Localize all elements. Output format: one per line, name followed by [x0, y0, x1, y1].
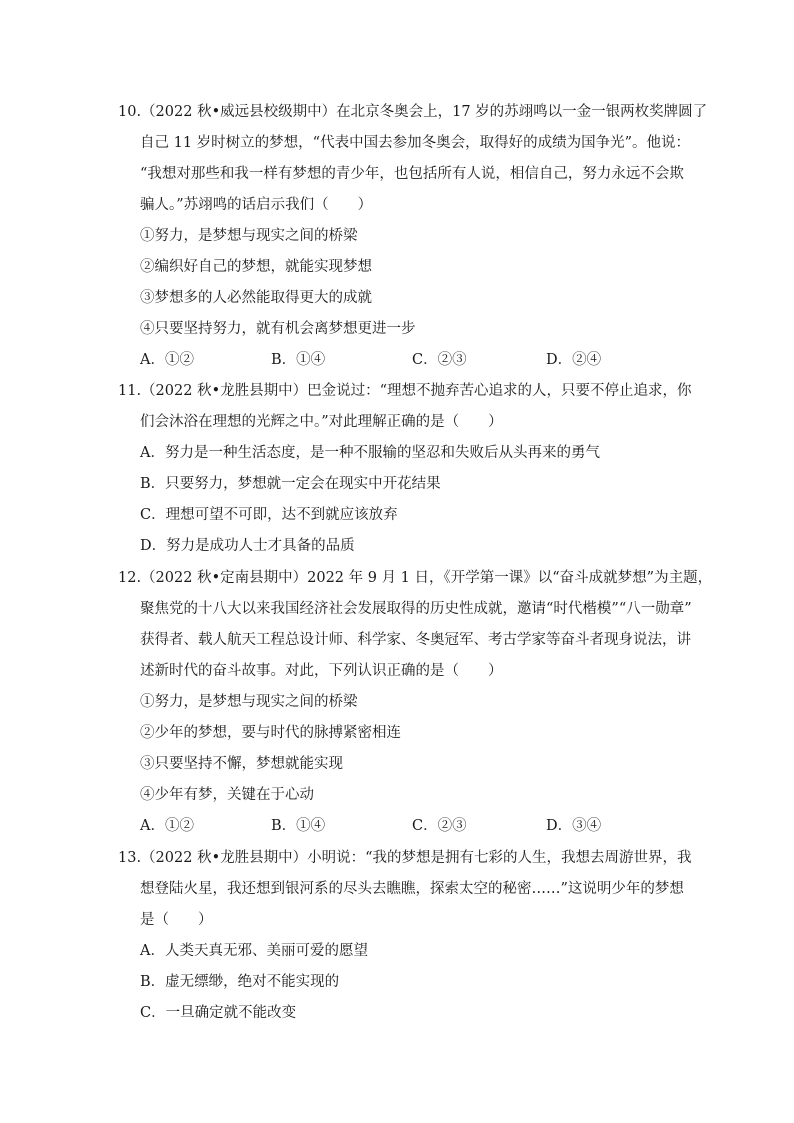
question-13 [118, 843, 692, 1029]
question-12 [118, 563, 713, 842]
options-row [118, 345, 678, 376]
option-b[interactable]: B．只要努力，梦想就一定会在现实中开花结果 [140, 476, 441, 492]
question-stem-line: 述新时代的奋斗故事。对此，下列认识正确的是（ ） [140, 663, 503, 679]
statement-1: ①努力，是梦想与现实之间的桥梁 [140, 694, 358, 710]
question-11 [118, 376, 692, 562]
question-stem-line: 11.（2022 秋•龙胜县期中）巴金说过：“理想不抛弃苦心追求的人，只要不停止追求，你 [118, 383, 692, 399]
option-a[interactable]: A．努力是一种生活态度，是一种不服输的坚忍和失败后从头再来的勇气 [140, 445, 600, 461]
question-stem-line: 聚焦党的十八大以来我国经济社会发展取得的历史性成就，邀请“时代楷模”“八一勋章” [140, 601, 692, 617]
question-stem-line: 12.（2022 秋•定南县期中）2022 年 9 月 1 日，《开学第一课》以“奋斗成就梦想”为主题， [118, 570, 713, 586]
option-d[interactable]: D．②④ [546, 352, 602, 368]
question-stem-line: “我想对那些和我一样有梦想的青少年，也包括所有人说，相信自己，努力永远不会欺 [140, 166, 684, 182]
option-b[interactable]: B．①④ [271, 818, 326, 834]
question-stem-line: 想登陆火星，我还想到银河系的尽头去瞧瞧，探索太空的秘密……”这说明少年的梦想 [140, 881, 684, 897]
statement-4: ④只要坚持努力，就有机会离梦想更进一步 [140, 321, 416, 337]
question-stem-line: 自己 11 岁时树立的梦想，“代表中国去参加冬奥会，取得好的成绩为国争光”。他说： [140, 135, 690, 151]
question-10 [118, 97, 708, 376]
statement-2: ②少年的梦想，要与时代的脉搏紧密相连 [140, 725, 401, 741]
question-stem-line: 13.（2022 秋•龙胜县期中）小明说：“我的梦想是拥有七彩的人生，我想去周游世界，我 [118, 850, 692, 866]
option-a[interactable]: A．①② [140, 818, 194, 834]
options-row [118, 811, 678, 842]
question-stem-line: 们会沐浴在理想的光辉之中。”对此理解正确的是（ ） [140, 414, 503, 430]
statement-3: ③只要坚持不懈，梦想就能实现 [140, 756, 343, 772]
statement-1: ①努力，是梦想与现实之间的桥梁 [140, 228, 358, 244]
option-d[interactable]: D．努力是成功人士才具备的品质 [140, 538, 355, 554]
option-a[interactable]: A．人类天真无邪、美丽可爱的愿望 [140, 943, 368, 959]
question-stem-line: 获得者、载人航天工程总设计师、科学家、冬奥冠军、考古学家等奋斗者现身说法，讲 [140, 632, 691, 648]
option-c[interactable]: C．理想可望不可即，达不到就应该放弃 [140, 507, 398, 523]
question-stem-line: 骗人。”苏翊鸣的话启示我们（ ） [140, 197, 373, 213]
option-c[interactable]: C．②③ [412, 352, 467, 368]
option-b[interactable]: B．①④ [271, 352, 326, 368]
option-c[interactable]: C．一旦确定就不能改变 [140, 1005, 297, 1021]
question-stem-line: 10.（2022 秋•威远县校级期中）在北京冬奥会上，17 岁的苏翊鸣以一金一银两枚奖牌圆了 [118, 104, 708, 120]
statement-4: ④少年有梦，关键在于心动 [140, 787, 314, 803]
option-a[interactable]: A．①② [140, 352, 194, 368]
option-c[interactable]: C．②③ [412, 818, 467, 834]
question-stem-line: 是（ ） [140, 912, 213, 928]
statement-3: ③梦想多的人必然能取得更大的成就 [140, 290, 372, 306]
option-d[interactable]: D．③④ [546, 818, 602, 834]
option-b[interactable]: B．虚无缥缈，绝对不能实现的 [140, 974, 340, 990]
statement-2: ②编织好自己的梦想，就能实现梦想 [140, 259, 372, 275]
